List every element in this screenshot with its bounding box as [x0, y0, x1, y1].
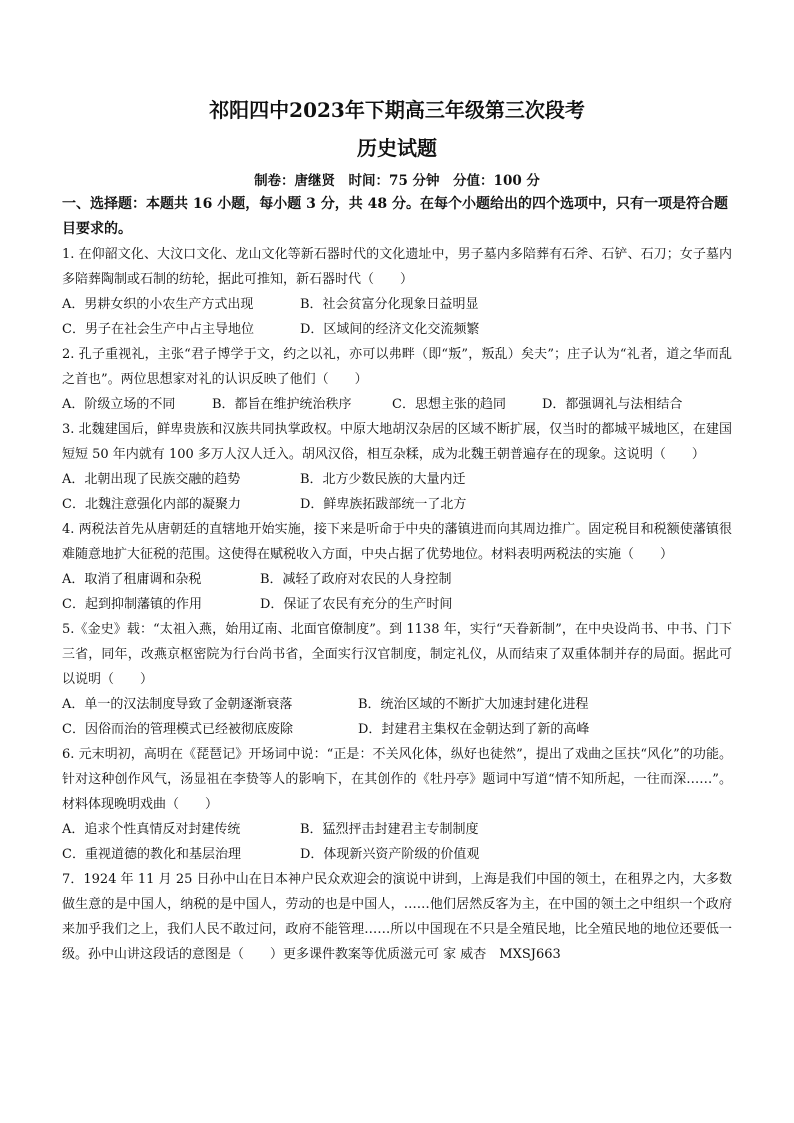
option-b: B．统治区域的不断扩大加速封建化进程	[358, 697, 589, 712]
exam-title: 祁阳四中2023年下期高三年级第三次段考	[209, 98, 585, 122]
option-row	[62, 292, 732, 317]
section-heading: 一、选择题：本题共 16 小题，每小题 3 分，共 48 分。在每个小题给出的四个选项中，只有一项是符合题目要求的。	[62, 196, 728, 237]
option-row	[62, 492, 732, 517]
option-b: B．都旨在维护统治秩序	[212, 397, 352, 412]
option-c: C．重视道德的教化和基层治理	[62, 847, 241, 862]
option-row	[62, 692, 732, 717]
option-row	[62, 467, 732, 492]
exam-subtitle: 历史试题	[357, 136, 437, 160]
option-a: A．单一的汉法制度导致了金朝逐渐衰落	[62, 697, 293, 712]
question-6	[62, 742, 732, 867]
exam-meta: 制卷：唐继贤 时间：75 分钟 分值：100 分	[254, 173, 540, 189]
option-row	[62, 817, 732, 842]
option-d: D．封建君主集权在金朝达到了新的高峰	[358, 722, 590, 737]
option-row	[62, 842, 732, 867]
question-5	[62, 617, 732, 742]
option-a: A．男耕女织的小农生产方式出现	[62, 297, 254, 312]
question-1	[62, 242, 732, 342]
option-b: B．社会贫富分化现象日益明显	[300, 297, 479, 312]
option-row	[62, 392, 732, 417]
option-a: A．阶级立场的不同	[62, 397, 176, 412]
option-row	[62, 567, 732, 592]
option-b: B．减轻了政府对农民的人身控制	[260, 572, 452, 587]
option-d: D．鲜卑族拓跋部统一了北方	[300, 497, 467, 512]
option-a: A．追求个性真情反对封建传统	[62, 822, 241, 837]
question-stem: 2. 孔子重视礼，主张“君子博学于文，约之以礼，亦可以弗畔（即“叛”，叛乱）矣夫”；庄子认为“礼者，道之华而乱之首也”。两位思想家对礼的认识反映了他们（ ）	[62, 347, 732, 387]
option-d: D．区域间的经济文化交流频繁	[300, 322, 480, 337]
option-c: C．起到抑制藩镇的作用	[62, 597, 202, 612]
question-7	[62, 867, 732, 967]
option-b: B．猛烈抨击封建君主专制制度	[300, 822, 479, 837]
question-stem: 6. 元末明初，高明在《琵琶记》开场词中说：“正是：不关风化体，纵好也徒然”，提出了戏曲之匡扶“风化”的功能。针对这种创作风气，汤显祖在李贽等人的影响下，在其创作的《牡丹亭》题词中写道“情不知所起，一往而深……”。材料体现晚明戏曲（ ）	[62, 747, 732, 812]
option-d: D．保证了农民有充分的生产时间	[260, 597, 453, 612]
question-3	[62, 417, 732, 517]
option-d: D．都强调礼与法相结合	[542, 397, 683, 412]
option-row	[62, 317, 732, 342]
question-4	[62, 517, 732, 617]
question-stem: 3. 北魏建国后，鲜卑贵族和汉族共同执掌政权。中原大地胡汉杂居的区域不断扩展，仅当时的都城平城地区，在建国短短 50 年内就有 100 多万人汉人迁入。胡风汉俗，相互杂糅，成为北魏王朝普遍存在的现象。这说明（ ）	[62, 422, 732, 462]
option-a: A．取消了租庸调和杂税	[62, 572, 202, 587]
option-row	[62, 592, 732, 617]
option-row	[62, 717, 732, 742]
option-c: C．因俗而治的管理模式已经被彻底废除	[62, 722, 293, 737]
option-a: A．北朝出现了民族交融的趋势	[62, 472, 241, 487]
question-stem: 1. 在仰韶文化、大汶口文化、龙山文化等新石器时代的文化遗址中，男子墓内多陪葬有石斧、石铲、石刀；女子墓内多陪葬陶制或石制的纺轮，据此可推知，新石器时代（ ）	[62, 247, 732, 287]
option-d: D．体现新兴资产阶级的价值观	[300, 847, 480, 862]
option-c: C．男子在社会生产中占主导地位	[62, 322, 254, 337]
question-2	[62, 342, 732, 417]
option-c: C．北魏注意强化内部的凝聚力	[62, 497, 241, 512]
question-stem: 5.《金史》载：“太祖入燕，始用辽南、北面官僚制度”。到 1138 年，实行“天眷新制”，在中央设尚书、中书、门下三省，同年，改燕京枢密院为行台尚书省，全面实行汉官制度，制定礼仪，从而结束了双重体制并存的局面。据此可以说明（ ）	[62, 622, 732, 687]
option-b: B．北方少数民族的大量内迁	[300, 472, 466, 487]
option-c: C．思想主张的趋同	[392, 397, 506, 412]
question-stem: 7．1924 年 11 月 25 日孙中山在日本神户民众欢迎会的演说中讲到，上海是我们中国的领土，在租界之内，大多数做生意的是中国人，纳税的是中国人，劳动的也是中国人，……他们居然反客为主，在中国的领土之中组织一个政府来加乎我们之上，我们人民不敢过问，政府不能管理……所以中国现在不只是全殖民地，比全殖民地的地位还要低一级。孙中山讲这段话的意图是（ ）更多课件教案等优质滋元可 家 威杏 MXSJ663	[62, 872, 732, 962]
question-stem: 4. 两税法首先从唐朝廷的直辖地开始实施，接下来是听命于中央的藩镇进而向其周边推广。固定税目和税额使藩镇很难随意地扩大征税的范围。这使得在赋税收入方面，中央占据了优势地位。材料表明两税法的实施（ ）	[62, 522, 732, 562]
